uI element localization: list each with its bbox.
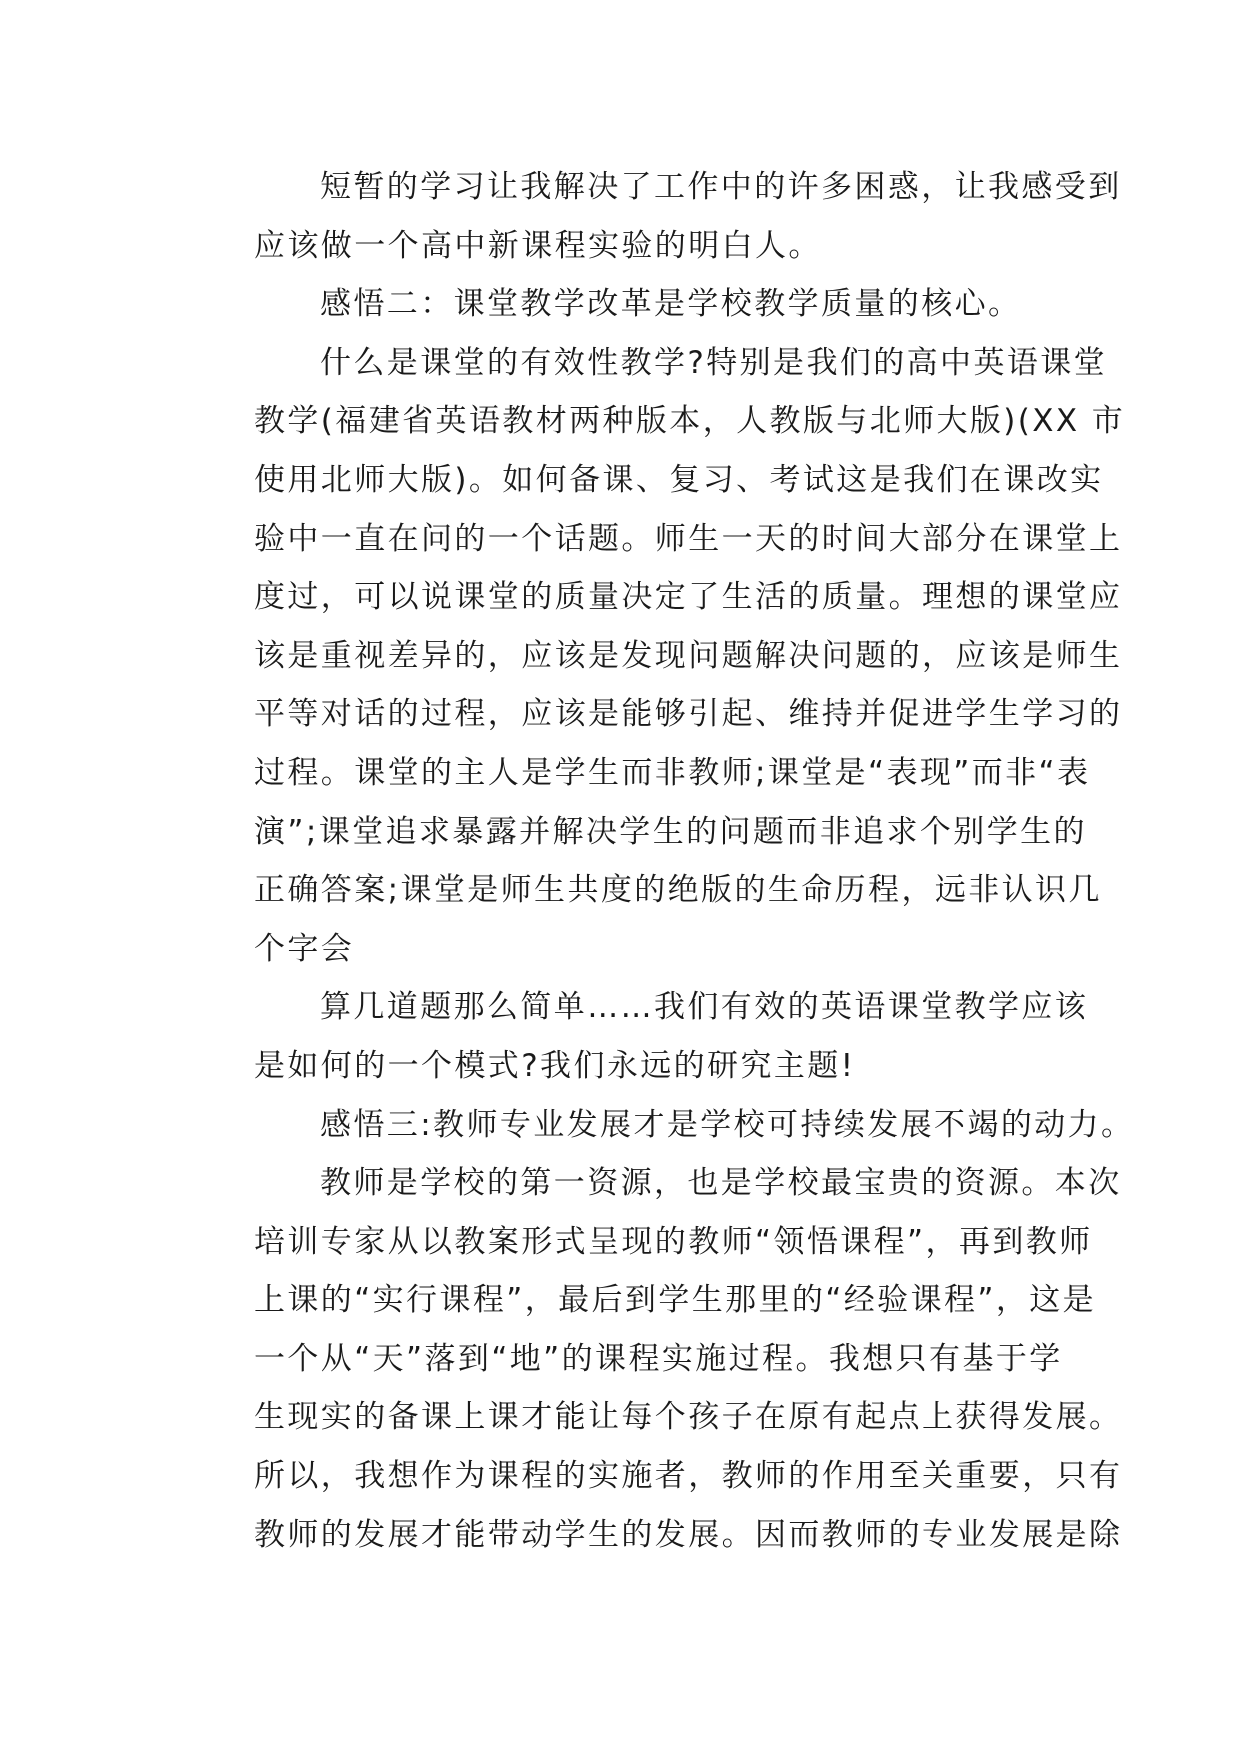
paragraph-2-heading xyxy=(188,275,1068,334)
text-line: 教师的发展才能带动学生的发展。因而教师的专业发展是除 xyxy=(254,1516,1123,1553)
text-line: 个字会 xyxy=(254,930,355,967)
text-line: 培训专家从以教案形式呈现的教师“领悟课程”，再到教师 xyxy=(254,1223,1093,1260)
text-line: 上课的“实行课程”，最后到学生那里的“经验课程”，这是 xyxy=(254,1282,1097,1319)
paragraph-6 xyxy=(188,1154,1123,1564)
text-line: 演”;课堂追求暴露并解决学生的问题而非追求个别学生的 xyxy=(254,813,1087,850)
text-line: 正确答案;课堂是师生共度的绝版的生命历程，远非认识几 xyxy=(254,872,1102,909)
text-line: 所以，我想作为课程的实施者，教师的作用至关重要，只有 xyxy=(254,1458,1123,1495)
text-line: 过程。课堂的主人是学生而非教师;课堂是“表现”而非“表 xyxy=(254,754,1091,791)
text-line: 一个从“天”落到“地”的课程实施过程。我想只有基于学 xyxy=(254,1340,1063,1377)
text-line: 该是重视差异的，应该是发现问题解决问题的，应该是师生 xyxy=(254,637,1123,674)
paragraph-1 xyxy=(188,158,1122,275)
paragraph-3 xyxy=(188,334,1126,979)
text-line: 教学(福建省英语教材两种版本，人教版与北师大版)(XX 市 xyxy=(254,403,1126,440)
text-line: 什么是课堂的有效性教学?特别是我们的高中英语课堂 xyxy=(320,344,1108,381)
text-line: 应该做一个高中新课程实验的明白人。 xyxy=(254,227,822,264)
paragraph-5-heading xyxy=(188,1096,1135,1155)
text-line: 使用北师大版)。如何备课、复习、考试这是我们在课改实 xyxy=(254,461,1104,498)
paragraph-4 xyxy=(188,978,1089,1095)
text-line: 验中一直在问的一个话题。师生一天的时间大部分在课堂上 xyxy=(254,520,1123,557)
document-body xyxy=(188,158,1135,1564)
text-line: 短暂的学习让我解决了工作中的许多困惑，让我感受到 xyxy=(320,169,1122,205)
text-line: 感悟二：课堂教学改革是学校教学质量的核心。 xyxy=(320,286,1022,323)
text-line: 教师是学校的第一资源，也是学校最宝贵的资源。本次 xyxy=(320,1165,1122,1202)
text-line: 是如何的一个模式?我们永远的研究主题! xyxy=(254,1047,856,1084)
text-line: 平等对话的过程，应该是能够引起、维持并促进学生学习的 xyxy=(254,696,1123,733)
text-line: 感悟三:教师专业发展才是学校可持续发展不竭的动力。 xyxy=(320,1106,1135,1143)
text-line: 度过，可以说课堂的质量决定了生活的质量。理想的课堂应 xyxy=(254,579,1123,616)
text-line: 算几道题那么简单……我们有效的英语课堂教学应该 xyxy=(320,989,1089,1026)
text-line: 生现实的备课上课才能让每个孩子在原有起点上获得发展。 xyxy=(254,1399,1123,1436)
